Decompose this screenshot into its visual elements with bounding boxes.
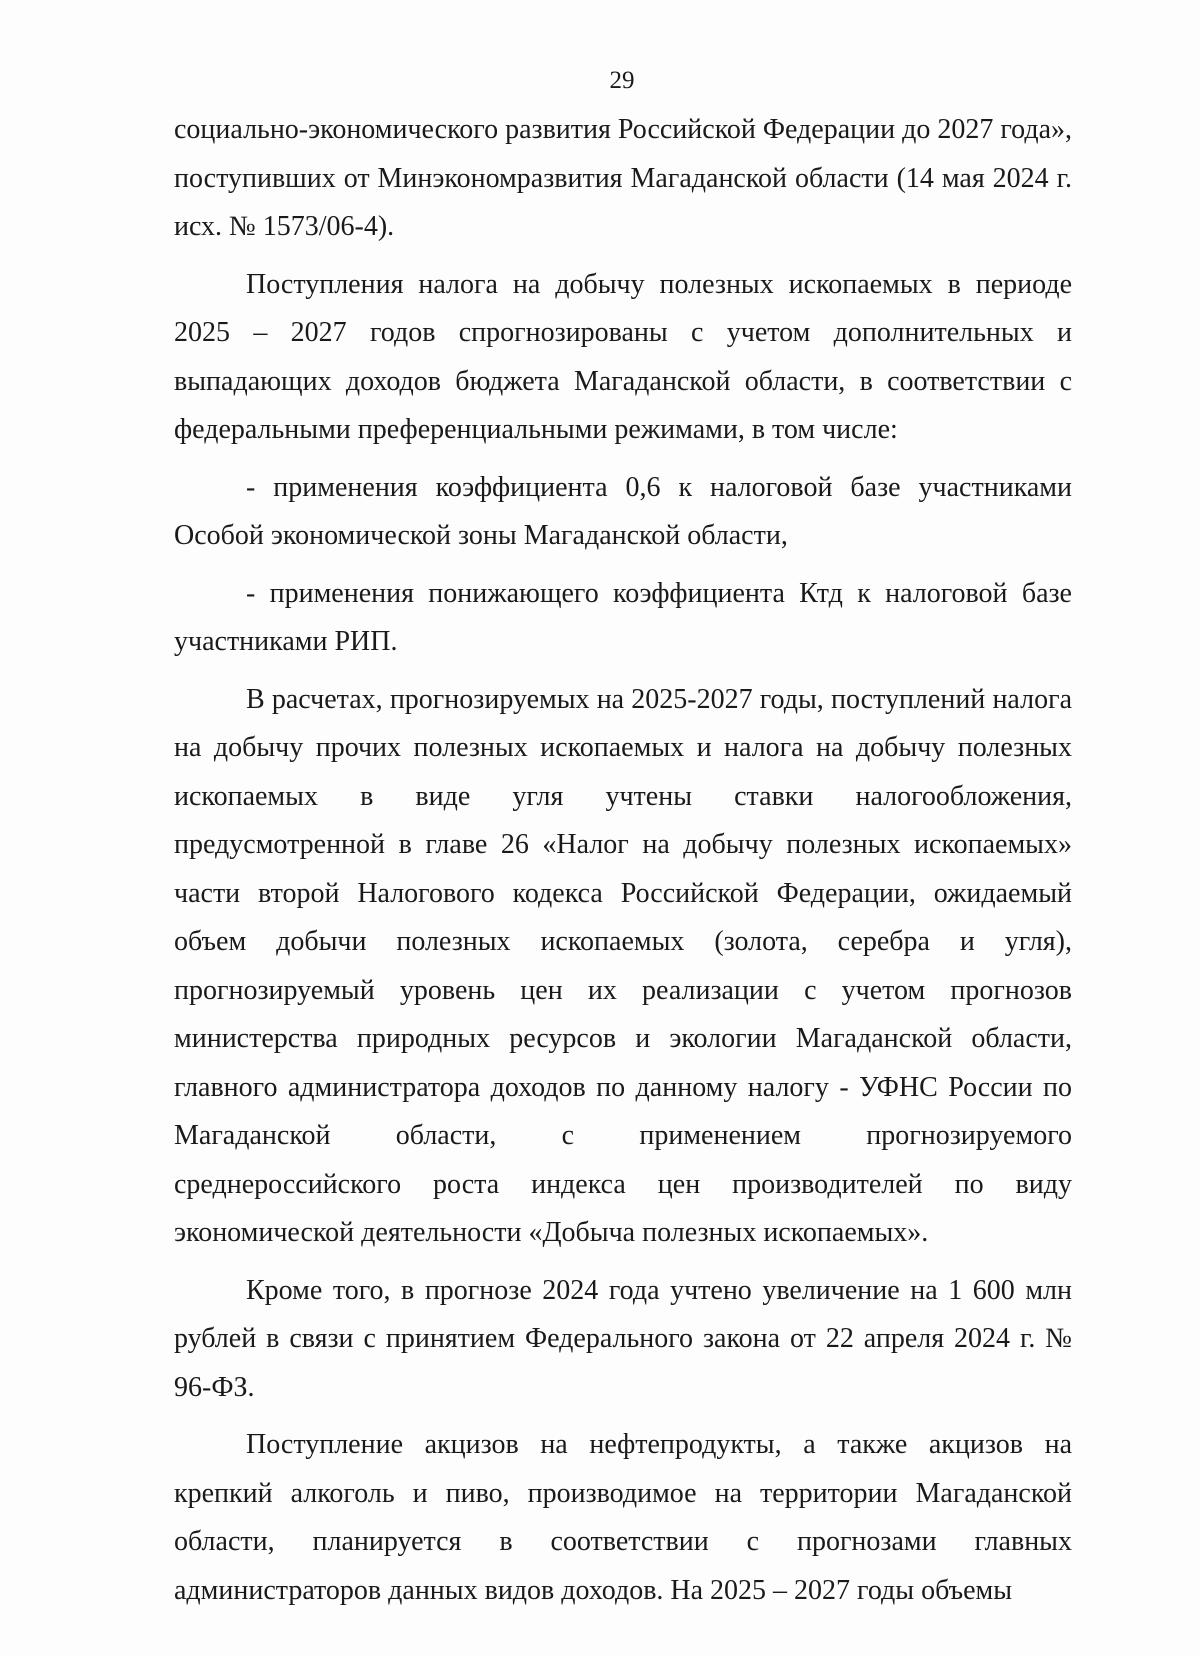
paragraph-4: - применения понижающего коэффициента Ктд к налоговой базе участниками РИП.: [174, 577, 1072, 657]
paragraph-2: Поступления налога на добычу полезных ископаемых в периоде 2025 – 2027 годов спрогнозированы с учетом дополнительных и выпадающих доходов бюджета Магаданской области, в соответствии с федеральными преференциальными режимами, в том числе:: [174, 268, 1072, 445]
paragraph-3: - применения коэффициента 0,6 к налоговой базе участниками Особой экономической зоны Магаданской области,: [174, 471, 1072, 551]
paragraph-1: социально-экономического развития Российской Федерации до 2027 года», поступивших от Минэкономразвития Магаданской области (14 мая 2024 г. исх. № 1573/06-4).: [174, 114, 1072, 242]
paragraph-7: Поступление акцизов на нефтепродукты, а также акцизов на крепкий алкоголь и пиво, производимое на территории Магаданской области, планируется в соответствии с прогнозами главных администраторов данных видов доходов. На 2025 – 2027 годы объемы: [174, 1429, 1072, 1606]
paragraph-6: Кроме того, в прогнозе 2024 года учтено увеличение на 1 600 млн рублей в связи с принятием Федерального закона от 22 апреля 2024 г. № 96-ФЗ.: [174, 1274, 1072, 1403]
page-number: 29: [609, 67, 635, 94]
document-body: [174, 106, 1072, 1615]
paragraph-5: В расчетах, прогнозируемых на 2025-2027 годы, поступлений налога на добычу прочих полезных ископаемых и налога на добычу полезных ископаемых в виде угля учтены ставки налогообложения, предусмотренной в главе 26 «Налог на добычу полезных ископаемых» части второй Налогового кодекса Российской Федерации, ожидаемый объем добычи полезных ископаемых (золота, серебра и угля), прогнозируемый уровень цен их реализации с учетом прогнозов министерства природных ресурсов и экологии Магаданской области, главного администратора доходов по данному налогу - УФНС России по Магаданской области, с применением прогнозируемого среднероссийского роста индекса цен производителей по виду экономической деятельности «Добыча полезных ископаемых».: [174, 683, 1072, 1248]
